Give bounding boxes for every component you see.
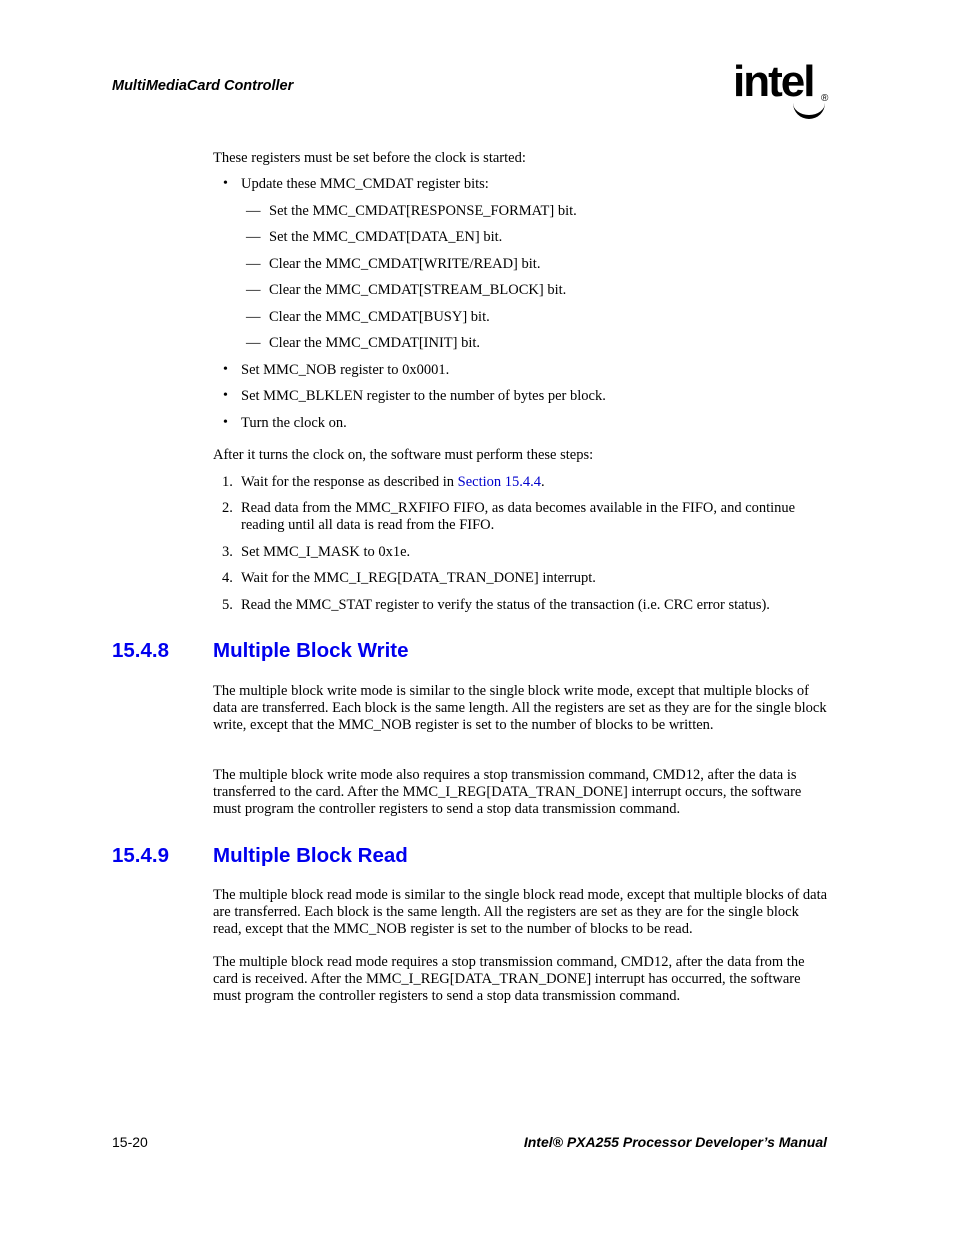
bullet-marker: • <box>223 388 228 403</box>
steps-intro-paragraph: After it turns the clock on, the software must perform these steps: <box>213 447 594 463</box>
step-item: Wait for the MMC_I_REG[DATA_TRAN_DONE] interrupt. <box>241 570 596 586</box>
sub-item: Set the MMC_CMDAT[RESPONSE_FORMAT] bit. <box>269 203 577 219</box>
page-number: 15-20 <box>112 1134 148 1150</box>
intel-logo-registered-mark: ® <box>821 93 829 104</box>
step-number: 4. <box>222 570 233 586</box>
step-number: 3. <box>222 544 233 560</box>
bullet-marker: • <box>223 176 228 191</box>
section-number: 15.4.9 <box>112 844 169 867</box>
sub-item: Clear the MMC_CMDAT[WRITE/READ] bit. <box>269 256 541 272</box>
sub-item-dash: — <box>246 229 261 245</box>
bullet-item: Set MMC_NOB register to 0x0001. <box>241 362 450 378</box>
step-item: Read data from the MMC_RXFIFO FIFO, as data becomes available in the FIFO, and continue reading until all data is read from the FIFO. <box>241 500 796 533</box>
section-paragraph <box>213 887 828 938</box>
step-item: Read the MMC_STAT register to verify the status of the transaction (i.e. CRC error status). <box>241 597 770 613</box>
step-text-end: . <box>541 474 545 490</box>
section-paragraph <box>213 683 828 734</box>
step-number: 1. <box>222 474 233 490</box>
section-link[interactable]: Section 15.4.4 <box>457 474 542 490</box>
manual-title: Intel® PXA255 Processor Developer’s Manual <box>523 1134 827 1150</box>
sub-item: Clear the MMC_CMDAT[INIT] bit. <box>269 335 481 351</box>
bullet-item: Turn the clock on. <box>241 415 347 431</box>
sub-item: Clear the MMC_CMDAT[STREAM_BLOCK] bit. <box>269 282 567 298</box>
sub-item-dash: — <box>246 203 261 219</box>
bullet-marker: • <box>223 362 228 377</box>
sub-item: Set the MMC_CMDAT[DATA_EN] bit. <box>269 229 503 245</box>
sub-item-dash: — <box>246 309 261 325</box>
paragraph-text: The multiple block read mode is similar to the single block read mode, except that multiple blocks of data are transferred. Each block is the same length. All the registers are set as they are for the single block read, except that the MMC_NOB register is set to the number of blocks to be read. <box>213 887 828 937</box>
sub-item-dash: — <box>246 282 261 298</box>
intro-paragraph: These registers must be set before the clock is started: <box>213 150 526 166</box>
section-paragraph <box>213 954 828 1005</box>
section-title: Multiple Block Write <box>213 639 409 662</box>
intel-logo-text: intel <box>733 57 814 106</box>
section-number: 15.4.8 <box>112 639 169 662</box>
step-number: 2. <box>222 500 233 516</box>
sub-item: Clear the MMC_CMDAT[BUSY] bit. <box>269 309 490 325</box>
bullet-item: Update these MMC_CMDAT register bits: <box>241 176 489 192</box>
bullet-marker: • <box>223 415 228 430</box>
step-item <box>241 474 545 491</box>
paragraph-text: The multiple block write mode is similar to the single block write mode, except that multiple blocks of data are transferred. Each block is the same length. All the registers are set as they are for the single block write, except that the MMC_NOB register is set to the number of blocks to be written. <box>213 683 827 733</box>
paragraph-text: The multiple block read mode requires a stop transmission command, CMD12, after the data from the card is received. After the MMC_I_REG[DATA_TRAN_DONE] interrupt has occurred, the software must program the controller registers to send a stop data transmission command. <box>213 954 805 1004</box>
running-header-title: MultiMediaCard Controller <box>112 78 294 94</box>
sub-item-dash: — <box>246 335 261 351</box>
section-paragraph <box>213 767 828 818</box>
bullet-item: Set MMC_BLKLEN register to the number of bytes per block. <box>241 388 606 404</box>
section-title: Multiple Block Read <box>213 844 408 867</box>
step-text: Wait for the response as described in <box>241 474 458 490</box>
step-item: Set MMC_I_MASK to 0x1e. <box>241 544 411 560</box>
intel-logo <box>733 57 829 106</box>
sub-item-dash: — <box>246 256 261 272</box>
step-number: 5. <box>222 597 233 613</box>
paragraph-text: The multiple block write mode also requires a stop transmission command, CMD12, after the data is transferred to the card. After the MMC_I_REG[DATA_TRAN_DONE] interrupt occurs, the software must program the controller registers to send a stop data transmission command. <box>213 767 802 817</box>
